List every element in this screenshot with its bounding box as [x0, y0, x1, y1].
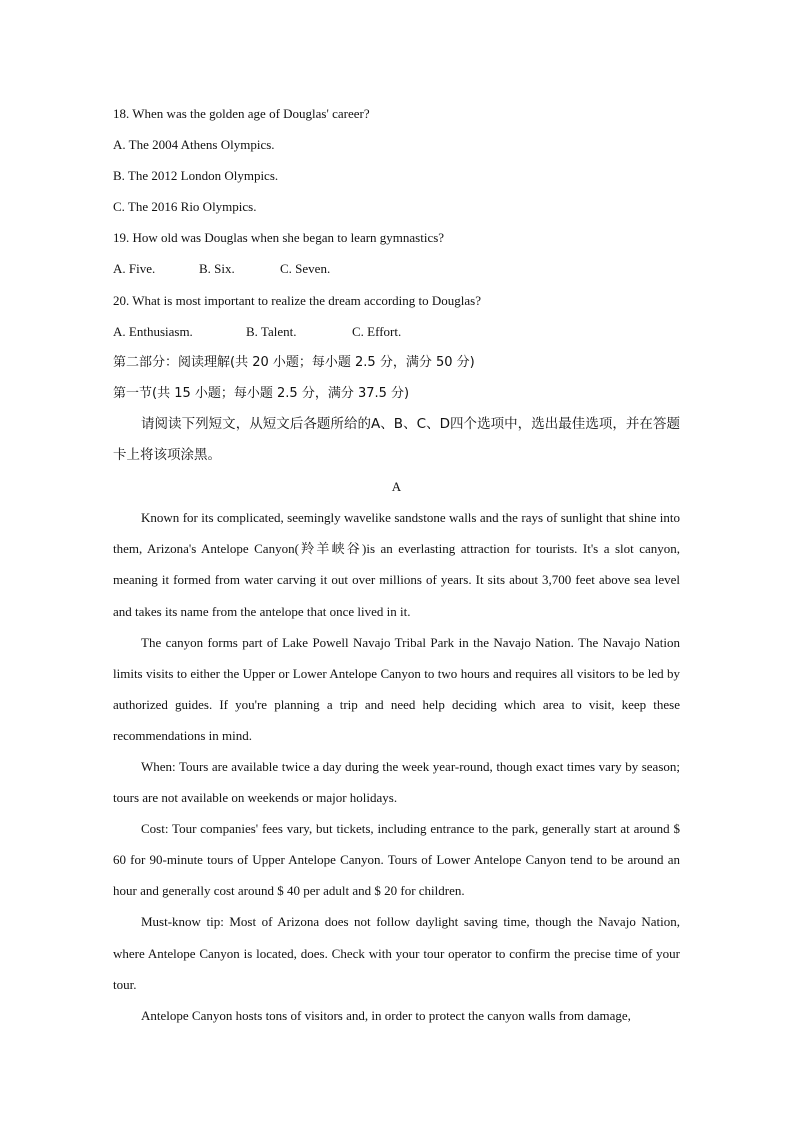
section-one-heading: 第一节(共 15 小题；每小题 2.5 分，满分 37.5 分): [113, 385, 410, 401]
question-20-option-a: A. Enthusiasm.: [113, 323, 193, 339]
question-20-option-b: B. Talent.: [246, 323, 297, 339]
passage-paragraph-4: Cost: Tour companies' fees vary, but tickets, including entrance to the park, generally start at around $ 60 for 90-minute tours of Upper Antelope Canyon. Tours of Lower Antelope Canyon tend to be around an hour and generally cost around $ 40 per adult and $ 20 for children.: [113, 821, 680, 899]
passage-paragraph-3: When: Tours are available twice a day during the week year-round, though exact times vary by season; tours are not available on weekends or major holidays.: [113, 758, 680, 806]
question-20-option-c: C. Effort.: [352, 323, 402, 339]
document-page: [113, 98, 680, 1031]
passage-label: A: [391, 479, 402, 495]
question-19-option-a: A. Five.: [113, 261, 156, 277]
question-18-option-b: B. The 2012 London Olympics.: [113, 168, 279, 184]
question-19-options: [113, 253, 680, 284]
question-19: 19. How old was Douglas when she began to learn gymnastics?: [113, 230, 445, 246]
passage-paragraph-6: Antelope Canyon hosts tons of visitors and, in order to protect the canyon walls from damage,: [141, 1007, 631, 1023]
passage-paragraph-2: The canyon forms part of Lake Powell Navajo Tribal Park in the Navajo Nation. The Navajo Nation limits visits to either the Upper or Lower Antelope Canyon to two hours and requires all visitors to be led by authorized guides. If you're planning a trip and need help deciding which area to visit, keep these recommendations in mind.: [113, 634, 680, 743]
passage-paragraph-5: Must-know tip: Most of Arizona does not follow daylight saving time, though the Navajo Nation, where Antelope Canyon is located, does. Check with your tour operator to confirm the precise time of your tour.: [113, 914, 680, 992]
question-18-option-a: A. The 2004 Athens Olympics.: [113, 137, 275, 153]
reading-instruction: 请阅读下列短文，从短文后各题所给的A、B、C、D四个选项中，选出最佳选项，并在答题卡上将该项涂黑。: [113, 415, 680, 464]
question-18-option-c: C. The 2016 Rio Olympics.: [113, 199, 257, 215]
passage-paragraph-1: Known for its complicated, seemingly wavelike sandstone walls and the rays of sunlight that shine into them, Arizona's Antelope Canyon(羚羊峡谷)is an everlasting attraction for tourists. It's a slot canyon, meaning it formed from water carving it out over millions of years. It sits about 3,700 feet above sea level and takes its name from the antelope that once lived in it.: [113, 510, 680, 619]
question-20-options: [113, 316, 680, 347]
question-18: 18. When was the golden age of Douglas' career?: [113, 106, 370, 121]
question-19-option-b: B. Six.: [199, 261, 235, 277]
question-20: 20. What is most important to realize the dream according to Douglas?: [113, 292, 481, 308]
part-two-heading: 第二部分：阅读理解(共 20 小题；每小题 2.5 分，满分 50 分): [113, 354, 475, 370]
question-19-option-c: C. Seven.: [280, 261, 331, 277]
